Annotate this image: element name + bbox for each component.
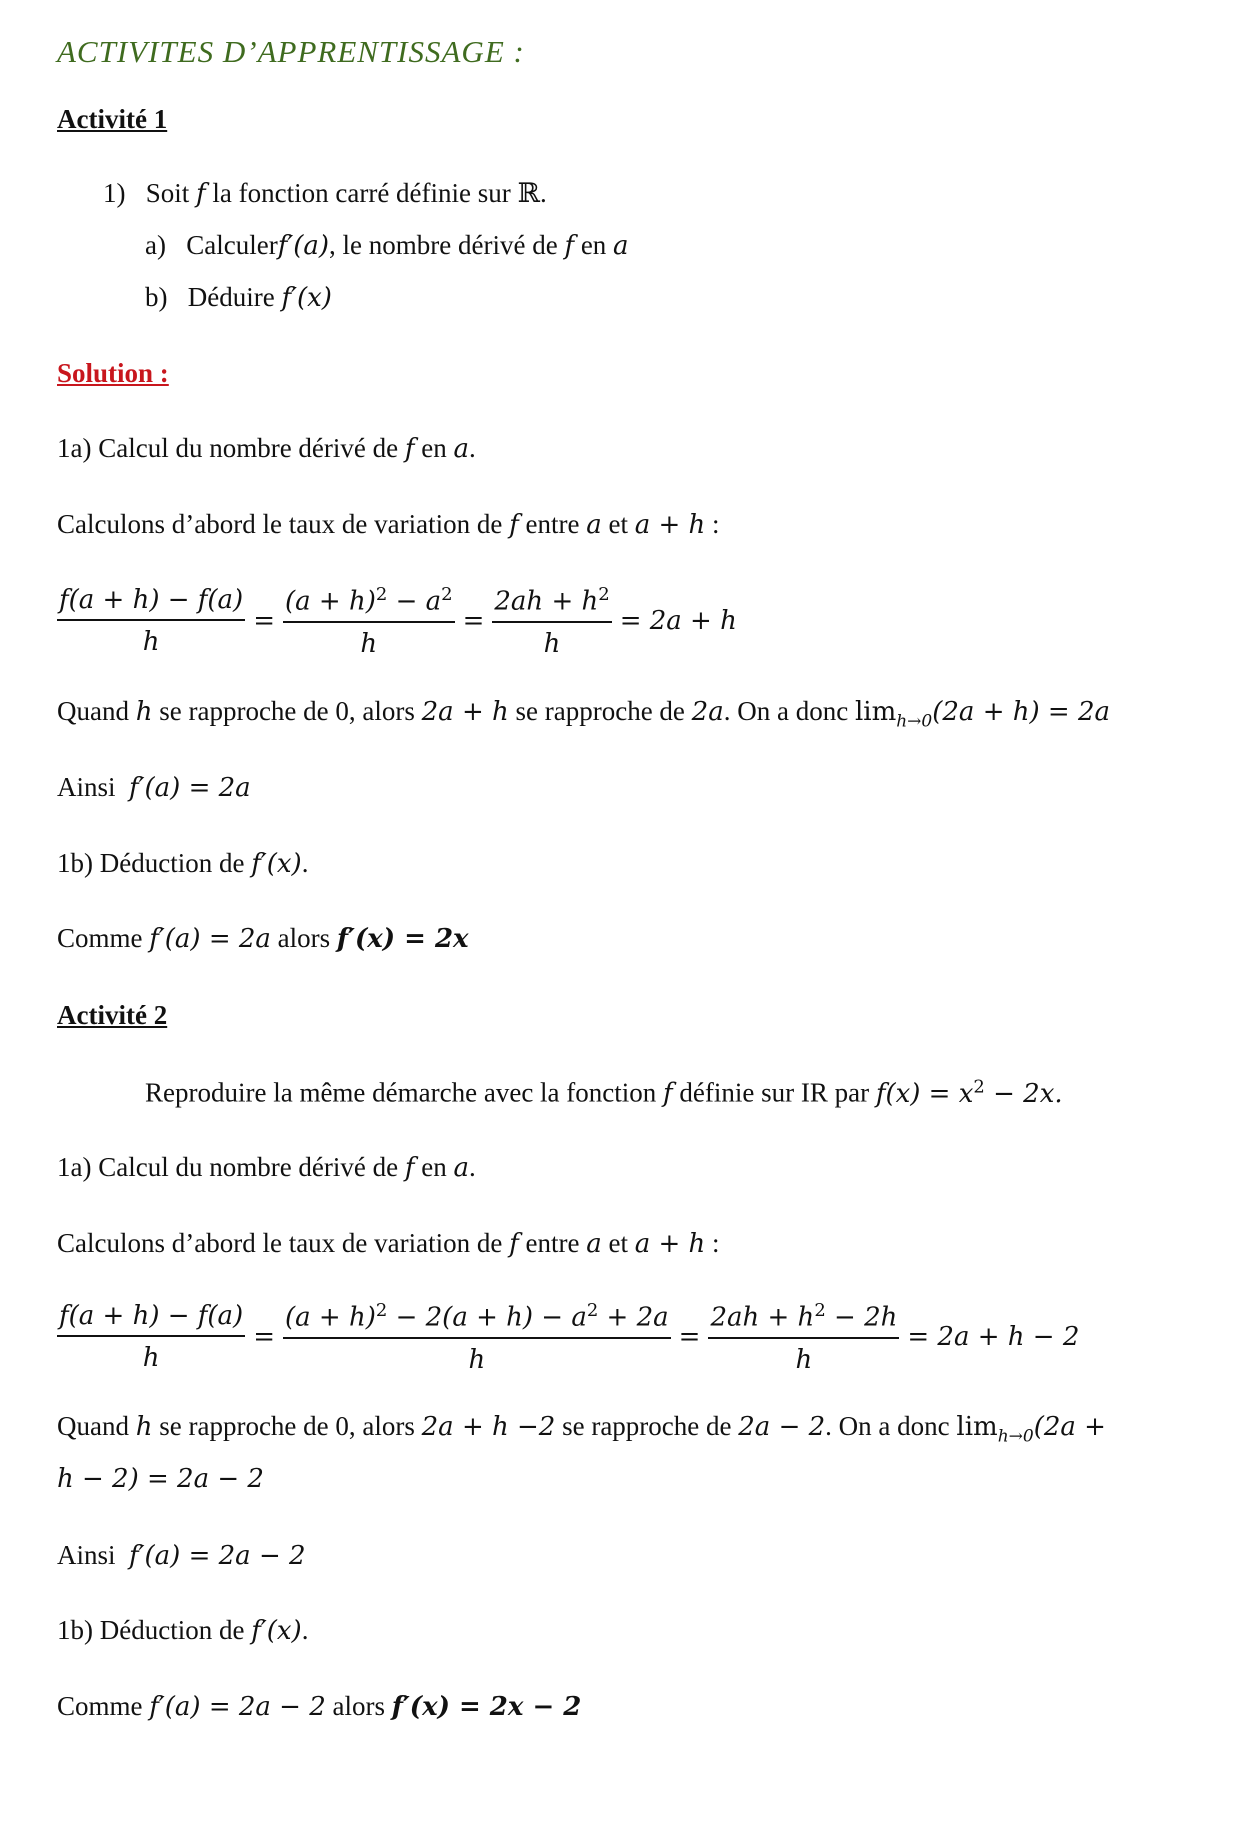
sol1-eq1: =: [253, 606, 275, 637]
sol2-frac3-num: [708, 1300, 899, 1339]
sol1-frac3-sup: 2: [598, 584, 610, 605]
act2-intro-rest: − 2x.: [984, 1078, 1063, 1109]
sol2-frac2-end: + 2a: [598, 1302, 669, 1333]
act2-intro-text-b: définie sur IR par: [679, 1077, 870, 1108]
sol1-frac2: [283, 584, 455, 659]
sol1-ainsi-expr: f′(a) = 2a: [129, 773, 251, 803]
sol2-comme-expr: f′(a) = 2a − 2: [149, 1692, 326, 1722]
sol1-frac1-den: h: [142, 627, 160, 658]
sol1-frac3: [492, 584, 611, 659]
qa-text-c: en: [580, 230, 607, 260]
sol1-s2-entre: entre: [525, 509, 580, 539]
sol2-s2-f: f: [509, 1229, 519, 1259]
sol1-frac2-sup2: 2: [441, 584, 453, 605]
sol2-s1-dot: .: [469, 1152, 476, 1182]
act2-intro-f: f: [663, 1078, 673, 1109]
sol1-eq-result: = 2a + h: [619, 606, 737, 637]
sol1-deduction: [57, 848, 308, 879]
sol2-frac3-den: h: [795, 1344, 813, 1375]
sol2-frac1: [57, 1301, 245, 1373]
sol1-comme-text: Comme: [57, 923, 143, 953]
sol2-frac2-sup: 2: [375, 1300, 388, 1321]
sol2-lim-sub: h→0: [997, 1426, 1034, 1447]
sol2-frac1-den: h: [142, 1343, 160, 1374]
q1-f: f: [196, 179, 206, 209]
sol2-limit-line2: h − 2) = 2a − 2: [57, 1464, 264, 1494]
sol1-lim-expr: 2a + h: [421, 697, 509, 727]
q1-text-a: Soit: [145, 178, 190, 208]
sol1-frac2-sup: 2: [375, 584, 388, 605]
sol2-lim-h: h: [135, 1412, 153, 1442]
activite1-question-b: [145, 282, 332, 313]
sol2-frac2-den: h: [468, 1344, 486, 1375]
sol2-step2: [57, 1228, 720, 1259]
qa-f: f: [564, 231, 575, 261]
sol1-limit-line: [57, 696, 1110, 731]
act2-intro-expr: [875, 1076, 1063, 1109]
sol1-s2-expr: a + h: [634, 510, 706, 540]
sol2-s2-text: Calculons d’abord le taux de variation de: [57, 1228, 503, 1258]
sol1-s2-colon: :: [705, 509, 720, 539]
sol1-frac1-num: f(a + h) − f(a): [57, 585, 245, 621]
solution-title: Solution :: [57, 358, 169, 388]
sol2-eq1: =: [253, 1322, 275, 1353]
sol1-lim-h: h: [135, 697, 153, 727]
sol1-rate-equation: [57, 584, 745, 659]
sol1-step2: [57, 509, 720, 540]
sol1-s1-en: en: [421, 433, 447, 463]
sol2-lim-donc: . On a donc: [825, 1411, 950, 1441]
sol1-lim-lim: lim: [854, 697, 897, 727]
qb-fprime: f′(x): [281, 283, 332, 313]
act2-intro-sup: 2: [973, 1076, 985, 1097]
sol2-rate-equation: [57, 1300, 1087, 1375]
sol2-s2-entre: entre: [525, 1228, 580, 1258]
sol1-lim-text: se rapproche de 0, alors: [159, 696, 415, 726]
sol1-s2-f: f: [509, 510, 519, 540]
page-heading: ACTIVITES D’APPRENTISSAGE :: [57, 34, 525, 69]
activite1-question1: [103, 178, 547, 209]
qa-text-a: Calculer: [186, 230, 278, 260]
sol1-ainsi-text: Ainsi: [57, 772, 116, 802]
sol2-lim-val: 2a − 2: [738, 1412, 826, 1442]
activite2-title: Activité 2: [57, 1000, 168, 1030]
sol1-frac2-base: (a + h): [285, 586, 376, 617]
sol2-ainsi-text: Ainsi: [57, 1540, 116, 1570]
sol1-ded-text: 1b) Déduction de: [57, 848, 245, 878]
sol1-frac3-base: 2ah + h: [494, 586, 599, 617]
sol2-s1-var: a: [453, 1153, 470, 1183]
qa-var: a: [613, 231, 629, 261]
sol2-frac2: [283, 1300, 671, 1375]
sol2-lim-quand: Quand: [57, 1411, 129, 1441]
sol2-step1a: [57, 1152, 476, 1183]
sol2-lim-expr: 2a + h −2: [421, 1412, 556, 1442]
qb-number: b): [145, 282, 168, 312]
sol1-ainsi: [57, 772, 251, 803]
sol1-lim-rapproche: se rapproche de: [515, 696, 685, 726]
sol2-s2-colon: :: [705, 1228, 720, 1258]
sol1-comme-result: f′(x) = 2x: [336, 924, 469, 954]
q1-number: 1): [103, 178, 126, 208]
sol1-s1-dot: .: [469, 433, 476, 463]
sol2-eq2: =: [678, 1322, 701, 1353]
sol2-lim-text: se rapproche de 0, alors: [159, 1411, 415, 1441]
sol2-frac1-num: f(a + h) − f(a): [57, 1301, 245, 1337]
sol1-eq2: =: [462, 606, 485, 637]
sol2-frac3-base: 2ah + h: [710, 1302, 815, 1333]
activite2-intro: [145, 1076, 1063, 1109]
act2-intro-text: Reproduire la même démarche avec la fonction: [145, 1077, 657, 1108]
sol1-comme-expr: f′(a) = 2a: [149, 924, 271, 954]
sol2-ded-dot: .: [301, 1615, 309, 1645]
qa-text-b: , le nombre dérivé de: [329, 230, 558, 260]
sol1-lim-full: (2a + h) = 2a: [932, 697, 1110, 727]
sol2-comme-result: f′(x) = 2x − 2: [391, 1692, 582, 1722]
sol2-ded-expr: f′(x): [251, 1616, 302, 1646]
q1-text-b: la fonction carré définie sur ℝ.: [212, 178, 547, 208]
sol1-s1-text: 1a) Calcul du nombre dérivé de: [57, 433, 399, 463]
sol2-comme-alors: alors: [332, 1691, 386, 1721]
sol2-comme: [57, 1691, 581, 1722]
sol2-frac2-base: (a + h): [285, 1302, 376, 1333]
sol1-comme: [57, 923, 469, 954]
sol2-s2-expr: a + h: [634, 1229, 706, 1259]
sol2-frac2-sup2: 2: [586, 1300, 599, 1321]
sol1-s2-et: et: [608, 509, 628, 539]
sol1-s2-var: a: [586, 510, 602, 540]
sol1-frac2-rest: − a: [387, 586, 442, 617]
sol2-lim-lim: lim: [956, 1412, 998, 1442]
sol2-s1-en: en: [421, 1152, 447, 1182]
qa-fprime: f′(a): [277, 231, 330, 261]
sol1-ded-dot: .: [301, 848, 309, 878]
sol2-frac3-sup: 2: [814, 1300, 826, 1321]
sol1-lim-sub: h→0: [896, 711, 933, 732]
sol2-limit-line: [57, 1411, 1106, 1446]
sol2-lim-rapproche: se rapproche de: [562, 1411, 732, 1441]
sol2-lim-full1: (2a +: [1033, 1412, 1106, 1442]
sol1-s2-text: Calculons d’abord le taux de variation de: [57, 509, 503, 539]
sol1-lim-val: 2a: [691, 697, 724, 727]
sol2-ainsi-expr: f′(a) = 2a − 2: [129, 1541, 306, 1571]
sol2-s1-f: f: [404, 1153, 415, 1183]
sol2-s2-var: a: [586, 1229, 602, 1259]
sol2-eq-result: = 2a + h − 2: [907, 1322, 1080, 1353]
sol2-ded-text: 1b) Déduction de: [57, 1615, 245, 1645]
sol2-frac2-rest: − 2(a + h) − a: [387, 1302, 587, 1333]
sol1-s1-var: a: [453, 434, 470, 464]
act2-intro-expr-base: f(x) = x: [875, 1078, 974, 1109]
sol1-lim-quand: Quand: [57, 696, 129, 726]
sol2-frac2-num: [283, 1300, 671, 1339]
qb-text-a: Déduire: [187, 282, 275, 312]
sol2-comme-text: Comme: [57, 1691, 143, 1721]
sol1-frac2-num: [283, 584, 455, 623]
sol1-s1-f: f: [404, 434, 415, 464]
sol2-deduction: [57, 1615, 308, 1646]
sol1-ded-expr: f′(x): [251, 849, 302, 879]
sol1-frac2-den: h: [360, 628, 378, 659]
sol2-frac3: [708, 1300, 899, 1375]
activite1-title: Activité 1: [57, 104, 168, 134]
sol2-frac3-rest: − 2h: [825, 1302, 898, 1333]
sol2-s2-et: et: [608, 1228, 628, 1258]
sol1-frac3-den: h: [543, 628, 561, 659]
sol2-ainsi: [57, 1540, 306, 1571]
sol1-step1a: [57, 433, 476, 464]
sol1-comme-alors: alors: [277, 923, 331, 953]
sol1-frac3-num: [492, 584, 611, 623]
qa-number: a): [145, 230, 166, 260]
sol2-s1-text: 1a) Calcul du nombre dérivé de: [57, 1152, 399, 1182]
activite1-question-a: [145, 230, 629, 261]
sol1-lim-donc: . On a donc: [723, 696, 849, 726]
sol1-frac1: [57, 585, 245, 657]
